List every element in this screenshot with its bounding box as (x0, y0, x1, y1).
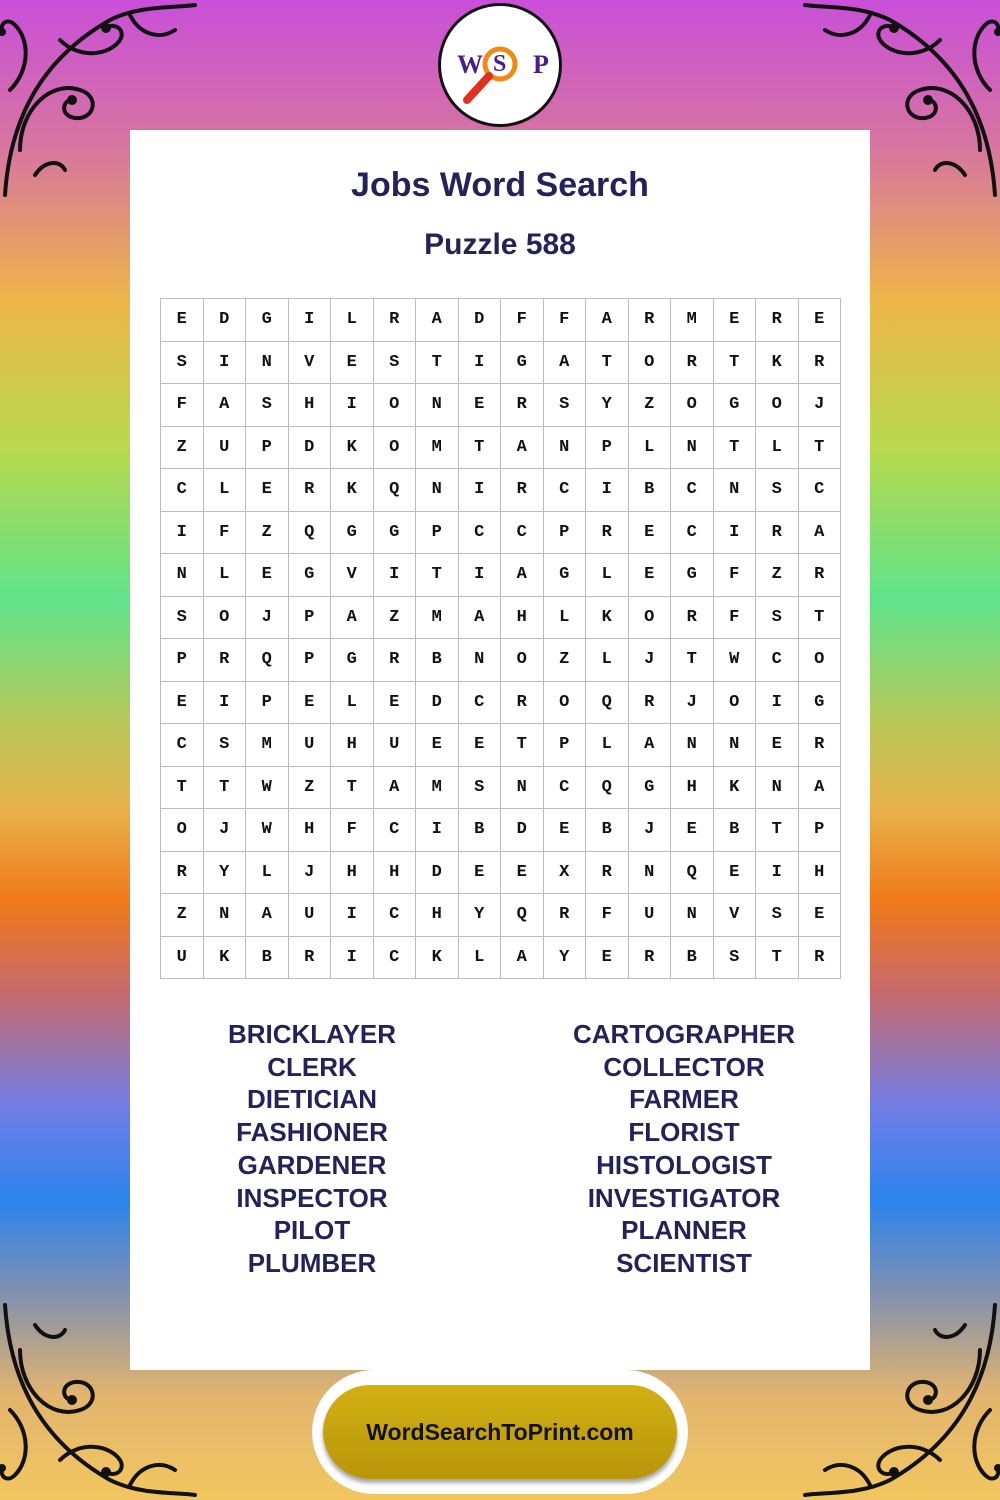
grid-cell[interactable]: N (714, 724, 757, 767)
grid-cell[interactable]: A (204, 384, 247, 427)
grid-cell[interactable]: Q (586, 682, 629, 725)
grid-cell[interactable]: F (586, 894, 629, 937)
grid-cell[interactable]: C (671, 512, 714, 555)
word-list-item: PLANNER (621, 1215, 747, 1246)
grid-cell[interactable]: N (161, 554, 204, 597)
word-list-item: CLERK (267, 1051, 357, 1082)
grid-cell[interactable]: U (161, 937, 204, 980)
grid-cell[interactable]: R (799, 342, 842, 385)
grid-cell[interactable]: A (586, 299, 629, 342)
grid-cell[interactable]: K (714, 767, 757, 810)
grid-cell[interactable]: E (459, 852, 502, 895)
grid-cell[interactable]: T (331, 767, 374, 810)
grid-cell[interactable]: N (416, 384, 459, 427)
grid-cell[interactable]: S (544, 384, 587, 427)
grid-cell[interactable]: G (501, 342, 544, 385)
grid-cell[interactable]: L (204, 554, 247, 597)
grid-cell[interactable]: I (331, 894, 374, 937)
grid-cell[interactable]: R (586, 852, 629, 895)
grid-cell[interactable]: Q (374, 469, 417, 512)
grid-cell[interactable]: P (544, 512, 587, 555)
grid-cell[interactable]: T (714, 342, 757, 385)
grid-cell[interactable]: N (756, 767, 799, 810)
grid-cell[interactable]: F (544, 299, 587, 342)
grid-cell[interactable]: J (246, 597, 289, 640)
grid-cell[interactable]: A (799, 767, 842, 810)
grid-cell[interactable]: L (331, 682, 374, 725)
grid-cell[interactable]: P (544, 724, 587, 767)
grid-cell[interactable]: D (204, 299, 247, 342)
grid-cell[interactable]: G (246, 299, 289, 342)
grid-cell[interactable]: Z (374, 597, 417, 640)
grid-cell[interactable]: I (374, 554, 417, 597)
grid-cell[interactable]: S (714, 937, 757, 980)
grid-cell[interactable]: V (331, 554, 374, 597)
grid-cell[interactable]: R (374, 639, 417, 682)
grid-cell[interactable]: Z (161, 427, 204, 470)
grid-cell[interactable]: F (714, 597, 757, 640)
grid-cell[interactable]: A (629, 724, 672, 767)
grid-cell[interactable]: R (374, 299, 417, 342)
grid-cell[interactable]: P (246, 682, 289, 725)
grid-cell[interactable]: N (671, 724, 714, 767)
grid-cell[interactable]: I (714, 512, 757, 555)
grid-cell[interactable]: P (799, 809, 842, 852)
grid-cell[interactable]: K (331, 427, 374, 470)
grid-cell[interactable]: N (459, 639, 502, 682)
grid-cell[interactable]: D (416, 852, 459, 895)
grid-cell[interactable]: U (289, 724, 332, 767)
word-list-left (130, 1018, 494, 1280)
grid-cell[interactable]: Z (629, 384, 672, 427)
grid-cell[interactable]: E (799, 894, 842, 937)
word-list-item: COLLECTOR (603, 1051, 765, 1082)
grid-cell[interactable]: K (416, 937, 459, 980)
grid-cell[interactable]: S (161, 342, 204, 385)
grid-cell[interactable]: H (289, 384, 332, 427)
grid-cell[interactable]: N (246, 342, 289, 385)
grid-cell[interactable]: I (459, 469, 502, 512)
grid-cell[interactable]: M (416, 427, 459, 470)
grid-cell[interactable]: N (416, 469, 459, 512)
grid-cell[interactable]: I (161, 512, 204, 555)
grid-cell[interactable]: A (374, 767, 417, 810)
grid-cell[interactable]: F (501, 299, 544, 342)
grid-cell[interactable]: J (671, 682, 714, 725)
grid-cell[interactable]: R (586, 512, 629, 555)
grid-cell[interactable]: T (799, 597, 842, 640)
grid-cell[interactable]: T (671, 639, 714, 682)
grid-cell[interactable]: P (586, 427, 629, 470)
grid-cell[interactable]: Y (586, 384, 629, 427)
grid-cell[interactable]: H (416, 894, 459, 937)
grid-cell[interactable]: B (459, 809, 502, 852)
grid-cell[interactable]: A (799, 512, 842, 555)
grid-cell[interactable]: L (459, 937, 502, 980)
grid-cell[interactable]: C (374, 809, 417, 852)
grid-cell[interactable]: O (374, 427, 417, 470)
grid-cell[interactable]: Z (161, 894, 204, 937)
grid-cell[interactable]: R (799, 724, 842, 767)
grid-cell[interactable]: R (289, 937, 332, 980)
grid-cell[interactable]: C (501, 512, 544, 555)
grid-cell[interactable]: A (416, 299, 459, 342)
grid-cell[interactable]: D (501, 809, 544, 852)
grid-cell[interactable]: R (289, 469, 332, 512)
grid-cell[interactable]: Q (671, 852, 714, 895)
grid-cell[interactable]: R (501, 469, 544, 512)
grid-cell[interactable]: E (374, 682, 417, 725)
grid-cell[interactable]: E (671, 809, 714, 852)
grid-cell[interactable]: Y (459, 894, 502, 937)
grid-cell[interactable]: T (799, 427, 842, 470)
grid-cell[interactable]: S (246, 384, 289, 427)
grid-cell[interactable]: T (586, 342, 629, 385)
grid-cell[interactable]: O (544, 682, 587, 725)
grid-cell[interactable]: R (161, 852, 204, 895)
word-list-item: FARMER (629, 1084, 739, 1115)
grid-cell[interactable]: T (416, 554, 459, 597)
grid-cell[interactable]: P (289, 597, 332, 640)
grid-cell[interactable]: A (501, 937, 544, 980)
grid-cell[interactable]: I (756, 682, 799, 725)
grid-cell[interactable]: G (331, 512, 374, 555)
grid-cell[interactable]: N (204, 894, 247, 937)
grid-cell[interactable]: F (714, 554, 757, 597)
grid-cell[interactable]: E (756, 724, 799, 767)
grid-cell[interactable]: O (161, 809, 204, 852)
word-list-item: DIETICIAN (247, 1084, 377, 1115)
word-list-item: GARDENER (237, 1149, 387, 1180)
grid-cell[interactable]: B (671, 937, 714, 980)
grid-cell[interactable]: N (671, 427, 714, 470)
grid-cell[interactable]: Q (586, 767, 629, 810)
grid-cell[interactable]: E (501, 852, 544, 895)
grid-cell[interactable]: R (544, 894, 587, 937)
grid-cell[interactable]: E (161, 299, 204, 342)
grid-cell[interactable]: P (246, 427, 289, 470)
grid-cell[interactable]: F (331, 809, 374, 852)
grid-cell[interactable]: T (204, 767, 247, 810)
grid-cell[interactable]: I (756, 852, 799, 895)
grid-cell[interactable]: O (204, 597, 247, 640)
grid-cell[interactable]: I (459, 554, 502, 597)
grid-cell[interactable]: E (544, 809, 587, 852)
grid-cell[interactable]: Y (544, 937, 587, 980)
grid-cell[interactable]: K (331, 469, 374, 512)
grid-cell[interactable]: Z (756, 554, 799, 597)
grid-cell[interactable]: L (629, 427, 672, 470)
word-list-item: SCIENTIST (616, 1247, 752, 1278)
grid-cell[interactable]: R (756, 512, 799, 555)
grid-cell[interactable]: Z (544, 639, 587, 682)
grid-cell[interactable]: L (544, 597, 587, 640)
grid-cell[interactable]: H (799, 852, 842, 895)
grid-cell[interactable]: R (671, 597, 714, 640)
grid-cell[interactable]: F (204, 512, 247, 555)
grid-cell[interactable]: T (459, 427, 502, 470)
grid-cell[interactable]: O (374, 384, 417, 427)
grid-cell[interactable]: N (671, 894, 714, 937)
grid-cell[interactable]: V (714, 894, 757, 937)
grid-cell[interactable]: G (671, 554, 714, 597)
grid-cell[interactable]: J (629, 809, 672, 852)
grid-cell[interactable]: C (459, 512, 502, 555)
grid-cell[interactable]: S (161, 597, 204, 640)
grid-cell[interactable]: J (289, 852, 332, 895)
grid-cell[interactable]: M (416, 597, 459, 640)
grid-cell[interactable]: L (246, 852, 289, 895)
word-search-grid (160, 298, 841, 979)
puzzle-number: Puzzle 588 (424, 228, 576, 261)
grid-cell[interactable]: W (714, 639, 757, 682)
word-list-item: HISTOLOGIST (596, 1149, 772, 1180)
grid-cell[interactable]: B (629, 469, 672, 512)
grid-cell[interactable]: C (374, 894, 417, 937)
grid-cell[interactable]: E (799, 299, 842, 342)
grid-cell[interactable]: I (586, 469, 629, 512)
grid-cell[interactable]: H (374, 852, 417, 895)
grid-cell[interactable]: C (459, 682, 502, 725)
grid-cell[interactable]: G (714, 384, 757, 427)
word-list-item: INVESTIGATOR (587, 1182, 781, 1213)
grid-cell[interactable]: U (374, 724, 417, 767)
grid-cell[interactable]: O (501, 639, 544, 682)
grid-cell[interactable]: T (756, 937, 799, 980)
grid-cell[interactable]: C (671, 469, 714, 512)
page-title: Jobs Word Search (351, 166, 649, 204)
grid-cell[interactable]: S (756, 894, 799, 937)
word-list-right (502, 1018, 866, 1280)
grid-cell[interactable]: E (714, 852, 757, 895)
grid-cell[interactable]: E (629, 512, 672, 555)
grid-cell[interactable]: I (204, 682, 247, 725)
grid-cell[interactable]: S (756, 597, 799, 640)
logo-letter-s: S (493, 51, 507, 77)
grid-cell[interactable]: L (586, 724, 629, 767)
grid-cell[interactable]: H (671, 767, 714, 810)
grid-cell[interactable]: D (459, 299, 502, 342)
word-list-item: FLORIST (628, 1117, 740, 1148)
grid-cell[interactable]: E (459, 384, 502, 427)
grid-cell[interactable]: R (204, 639, 247, 682)
grid-cell[interactable]: I (416, 809, 459, 852)
grid-cell[interactable]: C (161, 469, 204, 512)
grid-cell[interactable]: B (714, 809, 757, 852)
grid-cell[interactable]: C (544, 767, 587, 810)
grid-cell[interactable]: R (799, 937, 842, 980)
grid-cell[interactable]: M (671, 299, 714, 342)
grid-cell[interactable]: C (161, 724, 204, 767)
grid-cell[interactable]: S (459, 767, 502, 810)
word-list-item: CARTOGRAPHER (573, 1019, 795, 1049)
grid-cell[interactable]: A (246, 894, 289, 937)
grid-cell[interactable]: G (799, 682, 842, 725)
site-logo[interactable] (438, 3, 562, 127)
grid-cell[interactable]: O (799, 639, 842, 682)
grid-cell[interactable]: R (501, 682, 544, 725)
puzzle-card (130, 130, 870, 1370)
word-list-item: FASHIONER (236, 1117, 388, 1148)
grid-cell[interactable]: C (544, 469, 587, 512)
grid-cell[interactable]: E (161, 682, 204, 725)
grid-cell[interactable]: T (501, 724, 544, 767)
grid-cell[interactable]: C (374, 937, 417, 980)
grid-cell[interactable]: H (331, 852, 374, 895)
grid-cell[interactable]: G (544, 554, 587, 597)
grid-cell[interactable]: R (671, 342, 714, 385)
grid-cell[interactable]: K (586, 597, 629, 640)
grid-cell[interactable]: A (544, 342, 587, 385)
word-list-item: PLUMBER (247, 1247, 377, 1278)
grid-cell[interactable]: T (756, 809, 799, 852)
grid-cell[interactable]: O (671, 384, 714, 427)
grid-cell[interactable]: G (289, 554, 332, 597)
grid-cell[interactable]: N (501, 767, 544, 810)
grid-cell[interactable]: A (459, 597, 502, 640)
grid-cell[interactable]: K (204, 937, 247, 980)
grid-cell[interactable]: G (629, 767, 672, 810)
grid-cell[interactable]: A (501, 427, 544, 470)
grid-cell[interactable]: C (799, 469, 842, 512)
grid-cell[interactable]: P (289, 639, 332, 682)
grid-cell[interactable]: B (246, 937, 289, 980)
grid-cell[interactable]: E (416, 724, 459, 767)
grid-cell[interactable]: E (246, 469, 289, 512)
grid-cell[interactable]: Y (204, 852, 247, 895)
logo-letter-w: W (457, 50, 483, 79)
grid-cell[interactable]: T (714, 427, 757, 470)
grid-cell[interactable]: J (799, 384, 842, 427)
grid-cell[interactable]: S (204, 724, 247, 767)
grid-cell[interactable]: H (289, 809, 332, 852)
grid-cell[interactable]: R (629, 937, 672, 980)
grid-cell[interactable]: Z (289, 767, 332, 810)
grid-cell[interactable]: J (204, 809, 247, 852)
grid-cell[interactable]: O (756, 384, 799, 427)
grid-cell[interactable]: W (246, 767, 289, 810)
grid-cell[interactable]: E (629, 554, 672, 597)
grid-cell[interactable]: V (289, 342, 332, 385)
grid-cell[interactable]: D (416, 682, 459, 725)
grid-cell[interactable]: K (756, 342, 799, 385)
grid-cell[interactable]: H (501, 597, 544, 640)
grid-cell[interactable]: B (586, 809, 629, 852)
grid-cell[interactable]: I (459, 342, 502, 385)
grid-cell[interactable]: E (459, 724, 502, 767)
grid-cell[interactable]: Q (246, 639, 289, 682)
grid-cell[interactable]: I (289, 299, 332, 342)
grid-cell[interactable]: R (756, 299, 799, 342)
grid-cell[interactable]: G (374, 512, 417, 555)
grid-cell[interactable]: R (799, 554, 842, 597)
grid-cell[interactable]: D (289, 427, 332, 470)
website-link-label: WordSearchToPrint.com (366, 1418, 634, 1445)
grid-cell[interactable]: J (629, 639, 672, 682)
logo-letter-p: P (533, 50, 549, 79)
grid-cell[interactable]: P (416, 512, 459, 555)
grid-cell[interactable]: Q (289, 512, 332, 555)
grid-cell[interactable]: A (501, 554, 544, 597)
grid-cell[interactable]: S (374, 342, 417, 385)
grid-cell[interactable]: U (289, 894, 332, 937)
grid-cell[interactable]: R (501, 384, 544, 427)
grid-cell[interactable]: M (246, 724, 289, 767)
grid-cell[interactable]: M (416, 767, 459, 810)
grid-cell[interactable]: Q (501, 894, 544, 937)
grid-cell[interactable]: N (544, 427, 587, 470)
grid-cell[interactable]: L (204, 469, 247, 512)
grid-cell[interactable]: L (586, 554, 629, 597)
grid-cell[interactable]: U (629, 894, 672, 937)
grid-cell[interactable]: W (246, 809, 289, 852)
grid-cell[interactable]: E (714, 299, 757, 342)
grid-cell[interactable]: B (416, 639, 459, 682)
grid-cell[interactable]: N (629, 852, 672, 895)
grid-cell[interactable]: I (331, 384, 374, 427)
word-list-item: PILOT (273, 1215, 351, 1246)
grid-cell[interactable]: G (331, 639, 374, 682)
grid-cell[interactable]: E (586, 937, 629, 980)
grid-cell[interactable]: U (204, 427, 247, 470)
grid-cell[interactable]: L (586, 639, 629, 682)
grid-cell[interactable]: C (756, 639, 799, 682)
grid-cell[interactable]: R (629, 682, 672, 725)
grid-cell[interactable]: Z (246, 512, 289, 555)
grid-cell[interactable]: E (289, 682, 332, 725)
grid-cell[interactable]: N (714, 469, 757, 512)
grid-cell[interactable]: I (331, 937, 374, 980)
grid-cell[interactable]: X (544, 852, 587, 895)
grid-cell[interactable]: A (331, 597, 374, 640)
grid-cell[interactable]: I (204, 342, 247, 385)
grid-cell[interactable]: L (756, 427, 799, 470)
grid-cell[interactable]: P (161, 639, 204, 682)
word-list-item: INSPECTOR (236, 1182, 388, 1213)
grid-cell[interactable]: O (629, 597, 672, 640)
grid-cell[interactable]: E (331, 342, 374, 385)
grid-cell[interactable]: F (161, 384, 204, 427)
grid-cell[interactable]: H (331, 724, 374, 767)
grid-cell[interactable]: L (331, 299, 374, 342)
grid-cell[interactable]: R (629, 299, 672, 342)
word-list-item: BRICKLAYER (227, 1019, 397, 1049)
grid-cell[interactable]: T (161, 767, 204, 810)
grid-cell[interactable]: S (756, 469, 799, 512)
website-link-button[interactable] (323, 1385, 677, 1479)
grid-cell[interactable]: O (629, 342, 672, 385)
grid-cell[interactable]: O (714, 682, 757, 725)
grid-cell[interactable]: E (246, 554, 289, 597)
grid-cell[interactable]: T (416, 342, 459, 385)
